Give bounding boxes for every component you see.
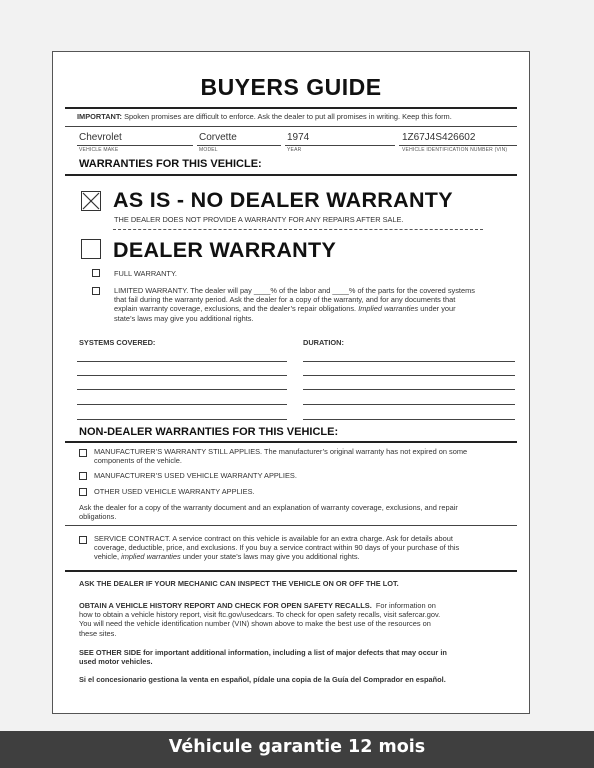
duration-line[interactable] <box>303 389 515 390</box>
limited-line-1: LIMITED WARRANTY. The dealer will pay ____% of the labor and ____% of the parts for the covered systems <box>114 286 475 295</box>
vehicle-year: 1974 <box>287 132 310 143</box>
non-dealer-header: NON-DEALER WARRANTIES FOR THIS VEHICLE: <box>79 426 339 438</box>
mfr-used-checkbox[interactable] <box>79 472 87 480</box>
full-warranty-checkbox[interactable] <box>92 269 100 277</box>
model-underline <box>197 145 281 146</box>
mechanic-inspection-text: ASK THE DEALER IF YOUR MECHANIC CAN INSPECT THE VEHICLE ON OR OFF THE LOT. <box>79 579 399 588</box>
service-line-3c: under your state’s laws may give you additional rights. <box>182 552 360 562</box>
important-label: IMPORTANT: <box>77 112 123 121</box>
limited-line-3a: explain warranty coverage, exclusions, and the dealer’s repair obligations. <box>114 304 357 314</box>
limited-line-2: that fail during the warranty period. Ask the dealer for a copy of the warranty, and for any documents that <box>114 295 456 305</box>
warranties-rule <box>65 174 517 176</box>
service-contract-checkbox[interactable] <box>79 536 87 544</box>
service-implied-italic: implied warranties <box>121 552 181 562</box>
make-caption: VEHICLE MAKE <box>79 147 119 153</box>
year-underline <box>285 145 395 146</box>
service-line-1: SERVICE CONTRACT. A service contract on this vehicle is available for an extra charge. Ask for details about <box>94 534 453 543</box>
service-line-3a: vehicle, <box>94 552 120 562</box>
bottom-section-rule <box>65 570 517 572</box>
service-line-2: coverage, deductible, price, and exclusions. If you buy a service contract within 90 days of your purchase of this <box>94 543 460 553</box>
systems-line[interactable] <box>77 419 287 420</box>
x-mark-icon <box>82 192 100 210</box>
year-caption: YEAR <box>287 147 302 153</box>
history-line-3: You will need the vehicle identification number (VIN) shown above to make the best use of the resources on <box>79 619 431 629</box>
service-contract-rule <box>65 525 517 526</box>
limited-warranty-checkbox[interactable] <box>92 287 100 295</box>
systems-covered-label: SYSTEMS COVERED: <box>79 338 156 347</box>
important-rule <box>65 126 517 127</box>
other-side-line-2: used motor vehicles. <box>79 657 153 667</box>
as-is-title: AS IS - NO DEALER WARRANTY <box>113 188 453 212</box>
title-rule <box>65 107 517 109</box>
duration-line[interactable] <box>303 404 515 405</box>
as-is-subtitle: THE DEALER DOES NOT PROVIDE A WARRANTY FOR ANY REPAIRS AFTER SALE. <box>114 215 404 224</box>
other-used-label: OTHER USED VEHICLE WARRANTY APPLIES. <box>94 487 255 496</box>
mfr-still-applies-checkbox[interactable] <box>79 449 87 457</box>
see-other-side-text <box>79 648 447 666</box>
duration-line[interactable] <box>303 419 515 420</box>
service-contract-text <box>94 534 459 562</box>
history-line-2: how to obtain a vehicle history report, visit ftc.gov/usedcars. To check for open safety recalls, visit safercar.gov. <box>79 610 441 620</box>
dealer-warranty-title: DEALER WARRANTY <box>113 238 337 262</box>
ask-line-2: obligations. <box>79 512 117 522</box>
other-used-checkbox[interactable] <box>79 488 87 496</box>
duration-label: DURATION: <box>303 338 344 347</box>
systems-line[interactable] <box>77 361 287 362</box>
ask-line-1: Ask the dealer for a copy of the warranty document and an explanation of warranty coverage, exclusions, and repair <box>79 503 458 512</box>
model-caption: MODEL <box>199 147 218 153</box>
vehicle-model: Corvette <box>199 132 237 143</box>
other-side-line-1: SEE OTHER SIDE for important additional information, including a list of major defects that may occur in <box>79 648 447 657</box>
vin-caption: VEHICLE IDENTIFICATION NUMBER (VIN) <box>402 147 508 153</box>
systems-line[interactable] <box>77 375 287 376</box>
mfr-still-applies-text <box>94 447 467 465</box>
mfr-still-line-1: MANUFACTURER’S WARRANTY STILL APPLIES. The manufacturer’s original warranty has not expired on some <box>94 447 468 456</box>
full-warranty-label: FULL WARRANTY. <box>114 269 177 278</box>
vehicle-history-text <box>79 601 440 638</box>
vehicle-make: Chevrolet <box>79 132 122 143</box>
service-line-3 <box>94 552 459 561</box>
history-bold: OBTAIN A VEHICLE HISTORY REPORT AND CHECK FOR OPEN SAFETY RECALLS. <box>79 601 372 610</box>
buyers-guide-form <box>52 51 530 714</box>
important-text: Spoken promises are difficult to enforce. Ask the dealer to put all promises in writing. Keep this form. <box>124 112 452 121</box>
duration-line[interactable] <box>303 375 515 376</box>
as-is-dashed-rule <box>113 229 483 230</box>
mfr-used-label: MANUFACTURER’S USED VEHICLE WARRANTY APPLIES. <box>94 471 297 480</box>
make-underline <box>77 145 193 146</box>
dealer-warranty-checkbox[interactable] <box>81 239 101 259</box>
duration-line[interactable] <box>303 361 515 362</box>
form-title: BUYERS GUIDE <box>200 74 382 100</box>
systems-line[interactable] <box>77 404 287 405</box>
ask-dealer-warranty-doc <box>79 503 458 521</box>
spanish-notice: Si el concesionario gestiona la venta en español, pídale una copia de la Guía del Comprador en español. <box>79 675 446 684</box>
caption-banner: Véhicule garantie 12 mois <box>0 731 594 768</box>
systems-line[interactable] <box>77 389 287 390</box>
important-note <box>77 112 452 121</box>
limited-line-4: state’s laws may give you additional rights. <box>114 313 254 323</box>
as-is-checkbox[interactable] <box>81 191 101 211</box>
warranties-header: WARRANTIES FOR THIS VEHICLE: <box>79 158 262 170</box>
limited-warranty-text <box>114 286 475 323</box>
history-line-4: these sites. <box>79 628 117 638</box>
vin-underline <box>399 145 517 146</box>
limited-line-3 <box>114 304 475 313</box>
vehicle-vin: 1Z67J4S426602 <box>402 132 476 143</box>
non-dealer-rule <box>65 441 517 443</box>
history-rest: For information on <box>375 601 436 610</box>
limited-line-3c: under your <box>420 304 456 314</box>
history-line-1 <box>79 601 440 610</box>
implied-warranties-italic: Implied warranties <box>358 304 419 314</box>
mfr-still-line-2: components of the vehicle. <box>94 456 182 466</box>
